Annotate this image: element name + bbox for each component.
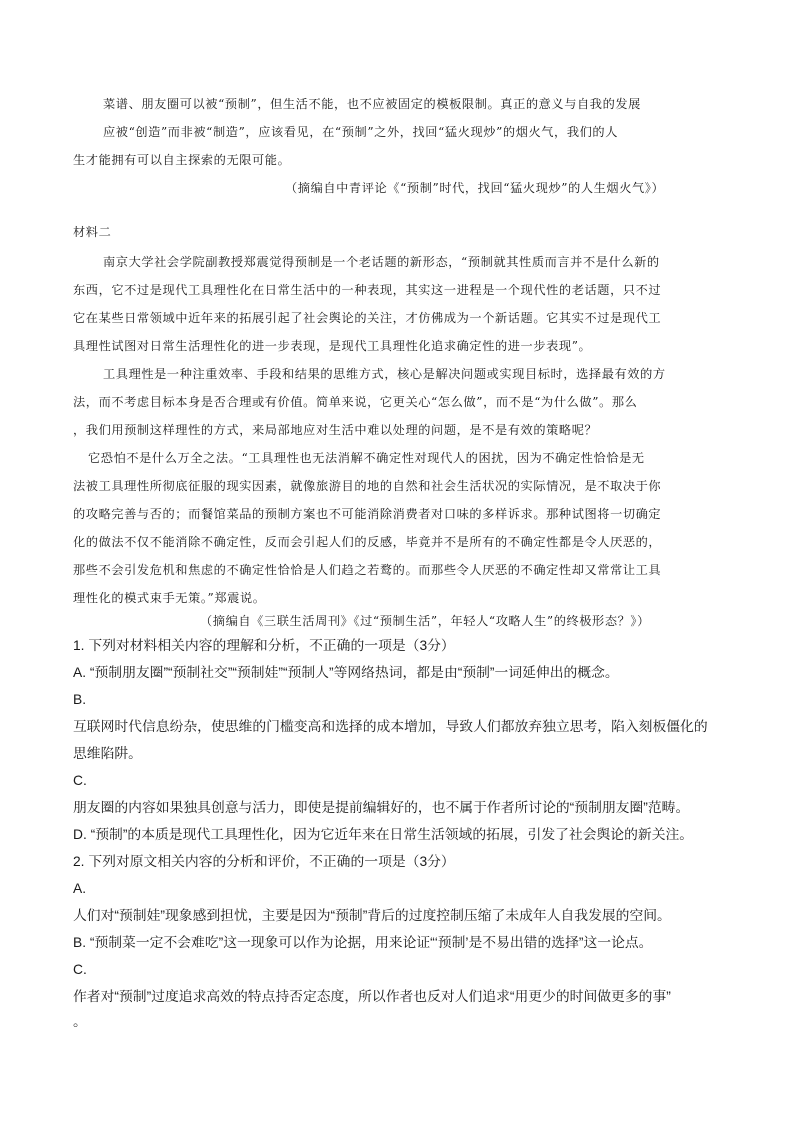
material2-source: （摘编自《三联生活周刊》《过“预制生活”，年轻人“攻略人生”的终极形态？》） — [200, 614, 650, 628]
question-1-option-c-label: C. — [73, 773, 87, 788]
question-1-option-d: D. “预制”的本质是现代工具理性化，因为它近年来在日常生活领域的拓展，引发了社会舆论的新关注。 — [73, 827, 694, 842]
question-2-stem: 2. 下列对原文相关内容的分析和评价，不正确的一项是（3分） — [73, 854, 455, 869]
question-1-option-c: 朋友圈的内容如果独具创意与活力，即使是提前编辑好的，也不属于作者所讨论的“预制朋友圈”范畴。 — [73, 800, 690, 815]
question-2-option-a-label: A. — [73, 881, 87, 896]
question-2-option-b: B. “预制菜一定不会难吃”这一现象可以作为论据，用来论证“‘预制’是不易出错的选择”这一论点。 — [73, 935, 653, 950]
material1-line-2: 应被“创造”而非被“制造”，应该看见，在“预制”之外，找回“猛火现炒”的烟火气，我们的人 — [103, 125, 618, 139]
m2-p2-line-2: 法，而不考虑目标本身是否合理或有价值。简单来说，它更关心“怎么做”，而不是“为什么做”。那么 — [73, 395, 638, 409]
material1-source: （摘编自中青评论《“预制”时代，找回“猛火现炒”的人生烟火气》） — [285, 181, 665, 195]
m2-p3-line-6: 理性化的模式束手无策。”郑震说。 — [73, 591, 266, 605]
question-1-option-b-label: B. — [73, 692, 87, 707]
m2-p1-line-2: 东西，它不过是现代工具理性化在日常生活中的一种表现，其实这一进程是一个现代性的老话题，只不过 — [73, 283, 662, 297]
m2-p3-line-1: 它恐怕不是什么万全之法。“工具理性也无法消解不确定性对现代人的困扰，因为不确定性恰恰是无 — [88, 451, 645, 465]
question-2-option-a: 人们对“预制娃”现象感到担忧，主要是因为“预制”背后的过度控制压缩了未成年人自我发展的空间。 — [73, 908, 671, 923]
question-1-option-a: A. “预制朋友圈”“预制社交”“预制娃”“预制人”等网络热词，都是由“预制”一词延伸出的概念。 — [73, 665, 619, 680]
m2-p3-line-2: 法被工具理性所彻底征服的现实因素，就像旅游目的地的自然和社会生活状况的实际情况，是不取决于你 — [73, 479, 662, 493]
m2-p3-line-4: 化的做法不仅不能消除不确定性，反而会引起人们的反感，毕竟并不是所有的不确定性都是令人厌恶的， — [73, 535, 662, 549]
m2-p1-line-3: 它在某些日常领域中近年来的拓展引起了社会舆论的关注，才仿佛成为一个新话题。它其实不过是现代工 — [73, 311, 662, 325]
question-1-stem: 1. 下列对材料相关内容的理解和分析，不正确的一项是（3分） — [73, 638, 455, 653]
material1-line-1: 菜谱、朋友圈可以被“预制”，但生活不能，也不应被固定的模板限制。真正的意义与自我的发展 — [103, 97, 641, 111]
m2-p3-line-3: 的攻略完善与否的；而餐馆菜品的预制方案也不可能消除消费者对口味的多样诉求。那种试图将一切确定 — [73, 507, 662, 521]
question-2-option-c-line-2: 。 — [73, 1014, 87, 1029]
m2-p2-line-1: 工具理性是一种注重效率、手段和结果的思维方式，核心是解决问题或实现目标时，选择最有效的方 — [103, 367, 666, 381]
question-2-option-c-line-1: 作者对“预制”过度追求高效的特点持否定态度，所以作者也反对人们追求“用更少的时间做更多的事” — [73, 989, 671, 1004]
m2-p3-line-5: 那些不会引发危机和焦虑的不确定性恰恰是人们趋之若鹜的。而那些令人厌恶的不确定性却又常常让工具 — [73, 563, 662, 577]
material1-line-3: 生才能拥有可以自主探索的无限可能。 — [73, 153, 291, 167]
m2-p2-line-3: ，我们用预制这样理性的方式，来局部地应对生活中难以处理的问题，是不是有效的策略呢？ — [73, 423, 598, 437]
question-1-option-b-line-1: 互联网时代信息纷杂，使思维的门槛变高和选择的成本增加，导致人们都放弃独立思考，陷入刻板僵化的 — [73, 719, 708, 734]
m2-p1-line-1: 南京大学社会学院副教授郑震觉得预制是一个老话题的新形态，“预制就其性质而言并不是什么新的 — [103, 255, 660, 269]
question-1-option-b-line-2: 思维陷阱。 — [73, 746, 142, 761]
material2-heading: 材料二 — [73, 225, 112, 239]
m2-p1-line-4: 具理性试图对日常生活理性化的进一步表现，是现代工具理性化追求确定性的进一步表现”。 — [73, 339, 592, 353]
question-2-option-c-label: C. — [73, 962, 87, 977]
